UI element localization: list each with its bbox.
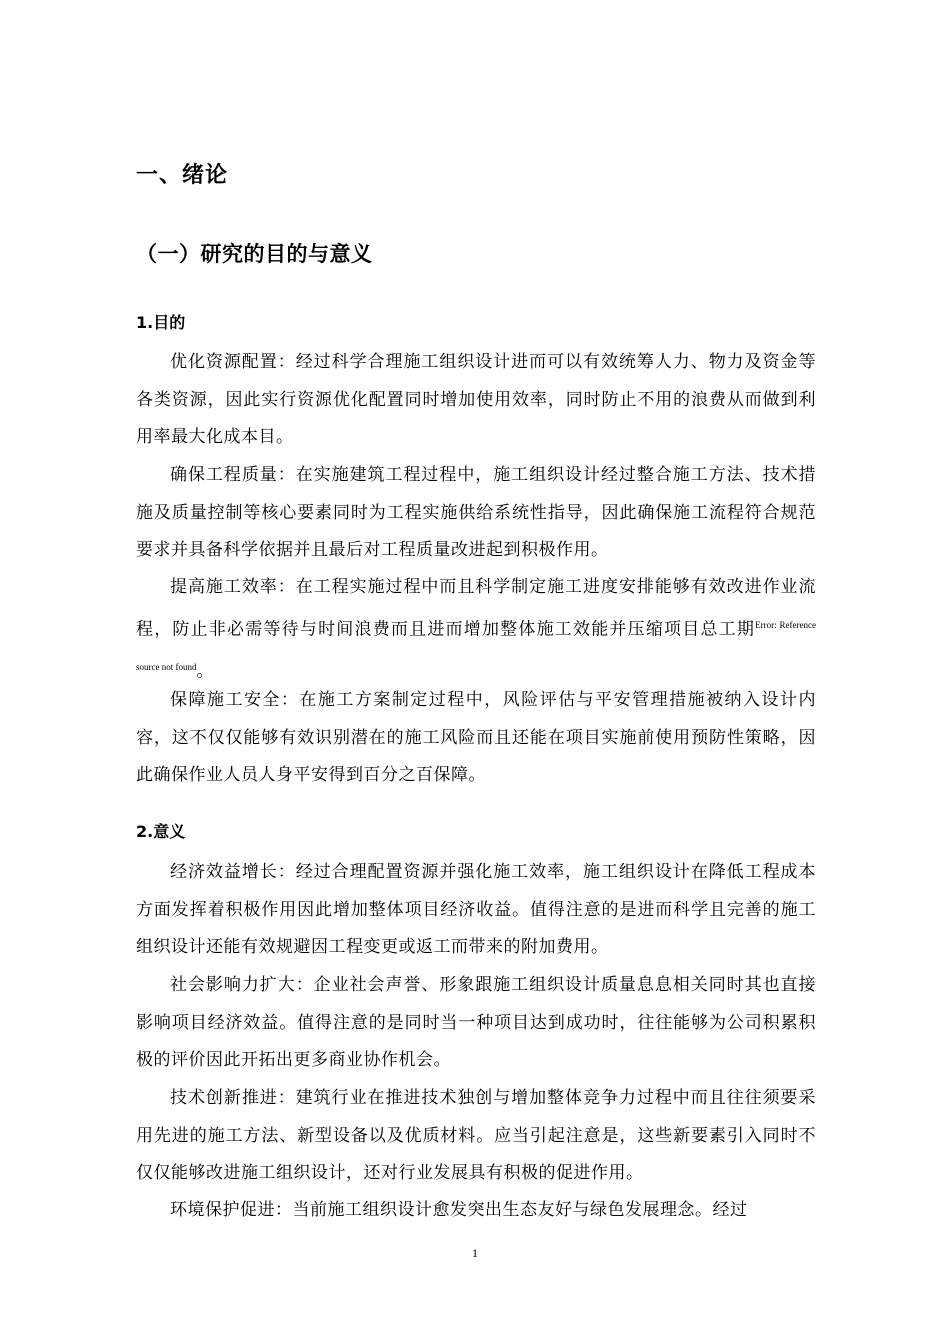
reference-error-marker: Error: Reference source not found xyxy=(136,619,816,672)
paragraph: 技术创新推进：建筑行业在推进技术独创与增加整体竞争力过程中而且往往须要采用先进的施工方法、新型设备以及优质材料。应当引起注意是，这些新要素引入同时不仅仅能够改进施工组织设计，还对行业发展具有积极的促进作用。 xyxy=(136,1088,816,1183)
subsection-heading-purpose: 1.目的 xyxy=(136,313,186,332)
page-number: 1 xyxy=(472,1246,478,1260)
paragraph-end-punct: 。 xyxy=(196,661,214,682)
chapter-heading: 一、绪论 xyxy=(136,163,229,188)
subsection-heading-meaning: 2.意义 xyxy=(136,822,186,841)
paragraph: 确保工程质量：在实施建筑工程过程中，施工组织设计经过整合施工方法、技术措施及质量控制等核心要素同时为工程实施供给系统性指导，因此确保施工流程符合规范要求并具备科学依据并且最后对工程质量改进起到积极作用。 xyxy=(136,465,816,560)
paragraph-text: 提高施工效率：在工程实施过程中而且科学制定施工进度安排能够有效改进作业流程，防止非必需等待与时间浪费而且进而增加整体施工效能并压缩项目总工期 xyxy=(136,577,816,640)
section-heading: （一）研究的目的与意义 xyxy=(136,242,373,266)
paragraph: 经济效益增长：经过合理配置资源并强化施工效率，施工组织设计在降低工程成本方面发挥着积极作用因此增加整体项目经济收益。值得注意的是进而科学且完善的施工组织设计还能有效规避因工程变更或返工而带来的附加费用。 xyxy=(136,862,816,957)
paragraph: 社会影响力扩大：企业社会声誉、形象跟施工组织设计质量息息相关同时其也直接影响项目经济效益。值得注意的是同时当一种项目达到成功时，往往能够为公司积累积极的评价因此开拓出更多商业协作机会。 xyxy=(136,975,816,1070)
paragraph-with-reference xyxy=(136,569,816,691)
paragraph: 保障施工安全：在施工方案制定过程中，风险评估与平安管理措施被纳入设计内容，这不仅仅能够有效识别潜在的施工风险而且还能在项目实施前使用预防性策略，因此确保作业人员人身平安得到百分之百保障。 xyxy=(136,690,816,785)
paragraph: 优化资源配置：经过科学合理施工组织设计进而可以有效统筹人力、物力及资金等各类资源，因此实行资源优化配置同时增加使用效率，同时防止不用的浪费从而做到利用率最大化成本目。 xyxy=(136,352,816,447)
paragraph: 环境保护促进：当前施工组织设计愈发突出生态友好与绿色发展理念。经过 xyxy=(170,1200,748,1220)
